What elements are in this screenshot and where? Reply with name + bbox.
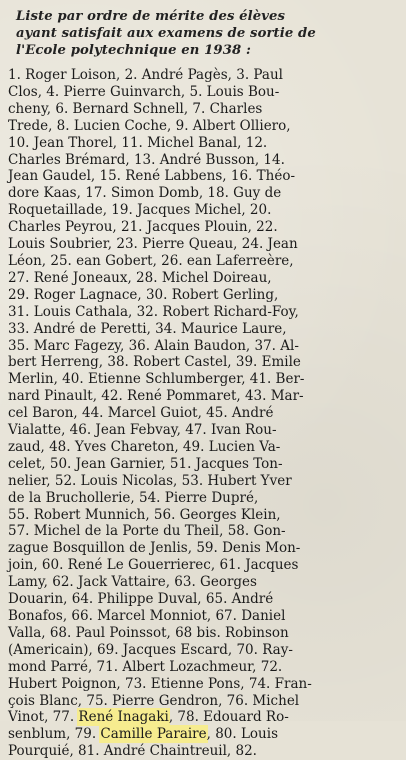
body-line: Clos, 4. Pierre Guinvarch, 5. Louis Bou- — [8, 83, 280, 100]
body-line: Merlin, 40. Etienne Schlumberger, 41. Ber- — [8, 371, 305, 388]
body-line-prefix: Vinot, 77. — [8, 709, 79, 726]
body-line: Pourquié, 81. André Chaintreuil, 82. — [8, 743, 257, 760]
body-line: Jean Gaudel, 15. René Labbens, 16. Théo- — [8, 168, 296, 185]
body-line: Vialatte, 46. Jean Febvay, 47. Ivan Rou- — [8, 422, 277, 439]
body-line: zague Bosquillon de Jenlis, 59. Denis Mon- — [8, 540, 301, 557]
headline-line: l'Ecole polytechnique en 1938 : — [16, 43, 251, 58]
body-line: 10. Jean Thorel, 11. Michel Banal, 12. — [8, 134, 268, 151]
body-line: Charles Peyrou, 21. Jacques Plouin, 22. — [8, 219, 278, 236]
body-line: 31. Louis Cathala, 32. Robert Richard-Foy, — [8, 303, 299, 320]
body-line: Lamy, 62. Jack Vattaire, 63. Georges — [8, 574, 257, 591]
body-line: Douarin, 64. Philippe Duval, 65. André — [8, 591, 274, 608]
body-line: cheny, 6. Bernard Schnell, 7. Charles — [8, 100, 263, 117]
headline-line: Liste par ordre de mérite des élèves — [16, 9, 286, 24]
body-line: zaud, 48. Yves Chareton, 49. Lucien Va- — [8, 438, 281, 455]
body-line: 1. Roger Loison, 2. André Pagès, 3. Paul — [8, 67, 283, 83]
body-line: dore Kaas, 17. Simon Domb, 18. Guy de — [8, 185, 282, 202]
body-line: bert Herreng, 38. Robert Castel, 39. Emile — [8, 354, 301, 371]
body-line: Trede, 8. Lucien Coche, 9. Albert Olliero, — [8, 117, 291, 134]
body-line: Léon, 25. ean Gobert, 26. ean Laferreère, — [8, 252, 294, 269]
body-line: 33. André de Peretti, 34. Maurice Laure, — [8, 320, 287, 337]
highlighted-name: Camille Paraire — [100, 726, 207, 743]
body-line: 27. René Joneaux, 28. Michel Doireau, — [8, 269, 272, 286]
body-line: (Americain), 69. Jacques Escard, 70. Ray- — [8, 641, 293, 658]
body-line: çois Blanc, 75. Pierre Gendron, 76. Michel — [8, 692, 300, 709]
body-line: nard Pinault, 42. René Pommaret, 43. Mar- — [8, 388, 304, 405]
body-line: 57. Michel de la Porte du Theil, 58. Gon- — [8, 523, 286, 540]
body-line: Charles Brémard, 13. André Busson, 14. — [8, 151, 285, 168]
headline-line: ayant satisfait aux examens de sortie de — [16, 26, 316, 41]
body-line: nelier, 52. Louis Nicolas, 53. Hubert Yver — [8, 472, 292, 489]
body-line: 55. Robert Munnich, 56. Georges Klein, — [8, 506, 281, 523]
body-line: Louis Soubrier, 23. Pierre Queau, 24. Jean — [8, 236, 298, 253]
body-line-prefix: senblum, 79. — [8, 726, 101, 743]
body-line: cel Baron, 44. Marcel Guiot, 45. André — [8, 405, 274, 422]
body-line: Valla, 68. Paul Poinssot, 68 bis. Robinson — [8, 624, 289, 641]
body-line: 35. Marc Fagezy, 36. Alain Baudon, 37. Al- — [8, 337, 299, 354]
body-line-suffix: , 80. Louis — [206, 726, 279, 743]
body-line: Bonafos, 66. Marcel Monniot, 67. Daniel — [8, 608, 286, 624]
article-body — [8, 67, 398, 760]
body-line: de la Bruchollerie, 54. Pierre Dupré, — [8, 489, 259, 506]
body-line-highlighted-79 — [8, 726, 398, 743]
body-line-suffix: , 78. Edouard Ro- — [168, 709, 289, 726]
body-line: Roquetaillade, 19. Jacques Michel, 20. — [8, 202, 272, 219]
article-headline — [8, 8, 398, 59]
body-line: mond Parré, 71. Albert Lozachmeur, 72. — [8, 658, 283, 675]
body-line: celet, 50. Jean Garnier, 51. Jacques Ton- — [8, 455, 283, 472]
body-line: join, 60. René Le Gouerrierec, 61. Jacques — [8, 557, 299, 574]
highlighted-name: René Inagaki — [78, 709, 169, 726]
body-line: 29. Roger Lagnace, 30. Robert Gerling, — [8, 286, 279, 303]
body-line-highlighted-77 — [8, 709, 398, 726]
body-line: Hubert Poignon, 73. Etienne Pons, 74. Fran- — [8, 675, 312, 692]
